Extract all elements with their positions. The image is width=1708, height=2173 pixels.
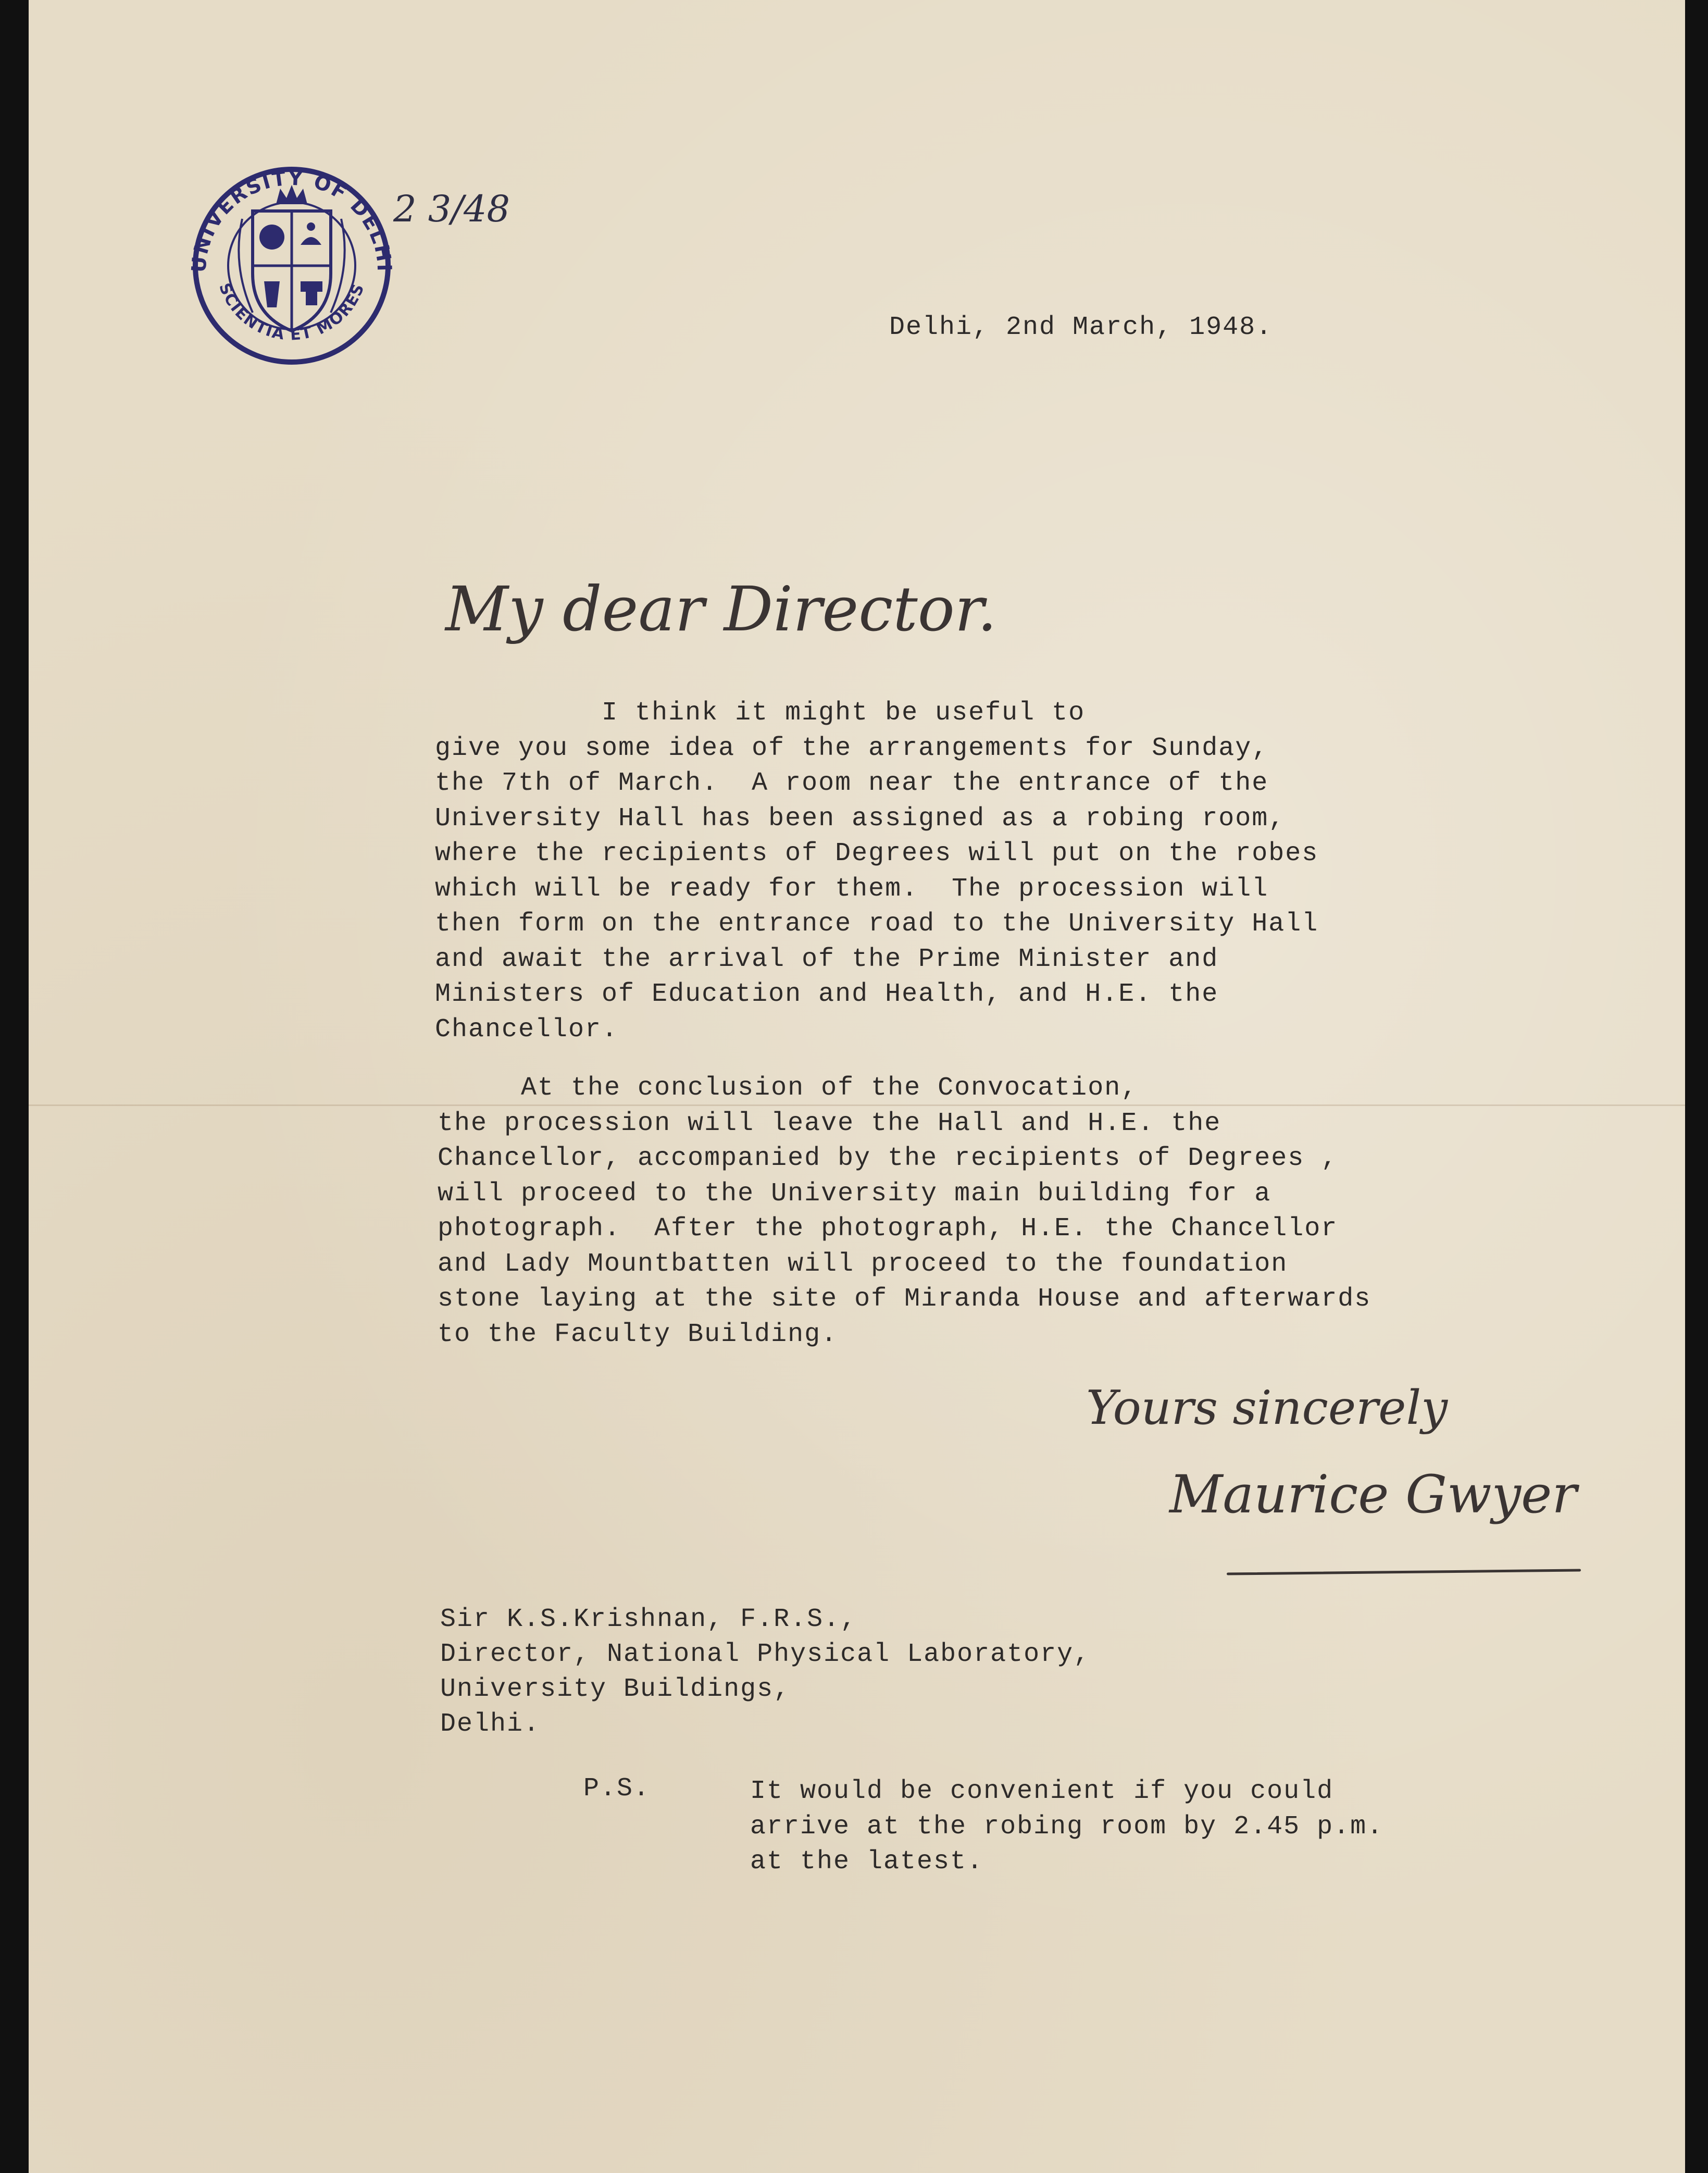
seal-bottom-text: SCIENTIA ET MORES xyxy=(215,280,368,344)
address-line: Director, National Physical Laboratory, xyxy=(440,1640,1091,1669)
body-paragraph-1: I think it might be useful to give you some idea of the arrangements for Sunday, the 7th of March. A room near the entrance of the University Hall has been assigned as a robing room, where the recipients of Degrees will put on the robes which will be ready for them. The procession will then form on the entrance road to the University Hall and await the arrival of the Prime Minister and Ministers of Education and Health, and H.E. the Chancellor. xyxy=(435,698,1319,1045)
date-line: Delhi, 2nd March, 1948. xyxy=(889,313,1273,342)
body-paragraph-2: At the conclusion of the Convocation, the procession will leave the Hall and H.E. the Chancellor, accompanied by the recipients of Degrees , will proceed to the University main building for a photograph. After the photograph, H.E. the Chancellor and Lady Mountbatten will proceed to the foundation stone laying at the site of Miranda House and afterwards to the Faculty Building. xyxy=(438,1073,1372,1349)
seal-top-text: UNIVERSITY OF DELHI xyxy=(187,166,396,274)
recipient-address xyxy=(440,1602,1090,1742)
university-seal xyxy=(169,156,414,372)
signature: Maurice Gwyer xyxy=(1169,1464,1577,1525)
postscript-text: It would be convenient if you could arrive at the robing room by 2.45 p.m. at the latest. xyxy=(750,1777,1384,1877)
file-reference-mark: 2 3/48 xyxy=(393,188,510,230)
address-line: University Buildings, xyxy=(440,1674,791,1704)
salutation: My dear Director. xyxy=(445,573,997,645)
closing: Yours sincerely xyxy=(1086,1381,1448,1435)
address-line: Sir K.S.Krishnan, F.R.S., xyxy=(440,1605,857,1634)
signature-underline xyxy=(1227,1569,1581,1575)
address-line: Delhi. xyxy=(440,1709,541,1739)
letter-sheet xyxy=(29,0,1685,2173)
postscript-label: P.S. xyxy=(583,1774,651,1804)
